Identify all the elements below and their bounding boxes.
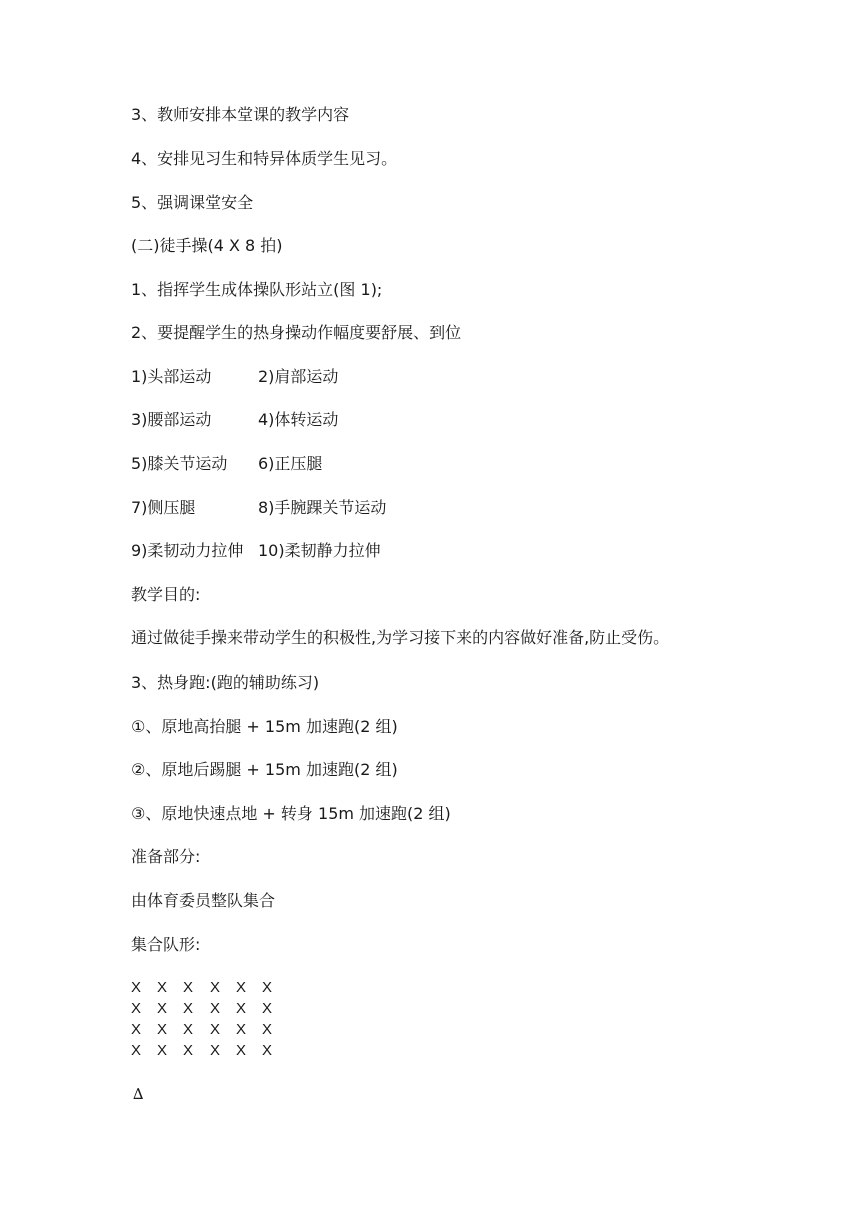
calisthenics-step-1: 1、指挥学生成体操队形站立(图 1); xyxy=(131,280,383,299)
warmup-item-3: ③、原地快速点地 + 转身 15m 加速跑(2 组) xyxy=(131,804,451,823)
student-mark: X xyxy=(157,1021,168,1038)
student-mark: X xyxy=(210,1021,221,1038)
warmup-item-2: ②、原地后踢腿 + 15m 加速跑(2 组) xyxy=(131,760,398,779)
prep-text: 由体育委员整队集合 xyxy=(131,891,276,910)
student-mark: X xyxy=(183,1021,194,1038)
formation-row xyxy=(131,977,291,998)
student-mark: X xyxy=(183,1000,194,1017)
student-mark: X xyxy=(262,1021,273,1038)
student-mark: X xyxy=(183,979,194,996)
section-heading-calisthenics: (二)徒手操(4 X 8 拍) xyxy=(131,236,283,255)
student-mark: X xyxy=(157,1000,168,1017)
student-mark: X xyxy=(131,1042,142,1059)
exercise-item: 10)柔韧静力拉伸 xyxy=(258,541,381,560)
teacher-marker: ∆ xyxy=(133,1085,144,1103)
student-mark: X xyxy=(262,979,273,996)
exercise-item: 4)体转运动 xyxy=(258,410,339,429)
warmup-item-1: ①、原地高抬腿 + 15m 加速跑(2 组) xyxy=(131,717,398,736)
lesson-step-4: 4、安排见习生和特异体质学生见习。 xyxy=(131,149,398,168)
lesson-step-5: 5、强调课堂安全 xyxy=(131,193,254,212)
student-mark: X xyxy=(131,1021,142,1038)
student-mark: X xyxy=(262,1000,273,1017)
warmup-title: 3、热身跑:(跑的辅助练习) xyxy=(131,673,320,692)
prep-label: 准备部分: xyxy=(131,847,201,866)
formation-row xyxy=(131,1019,291,1040)
goal-text: 通过做徒手操来带动学生的积极性,为学习接下来的内容做好准备,防止受伤。 xyxy=(131,628,670,647)
exercise-item: 3)腰部运动 xyxy=(131,410,212,429)
exercise-item: 6)正压腿 xyxy=(258,454,323,473)
student-mark: X xyxy=(210,979,221,996)
calisthenics-step-2: 2、要提醒学生的热身操动作幅度要舒展、到位 xyxy=(131,323,462,342)
student-mark: X xyxy=(236,1042,247,1059)
exercise-item: 2)肩部运动 xyxy=(258,367,339,386)
exercise-item: 9)柔韧动力拉伸 xyxy=(131,541,244,560)
lesson-step-3: 3、教师安排本堂课的教学内容 xyxy=(131,105,350,124)
student-mark: X xyxy=(131,1000,142,1017)
student-mark: X xyxy=(236,1000,247,1017)
exercise-item: 5)膝关节运动 xyxy=(131,454,228,473)
goal-label: 教学目的: xyxy=(131,585,201,604)
formation-row xyxy=(131,1040,291,1061)
formation-row xyxy=(131,998,291,1019)
exercise-item: 7)侧压腿 xyxy=(131,498,196,517)
student-mark: X xyxy=(183,1042,194,1059)
exercise-item: 1)头部运动 xyxy=(131,367,212,386)
student-mark: X xyxy=(236,1021,247,1038)
exercise-item: 8)手腕踝关节运动 xyxy=(258,498,387,517)
student-mark: X xyxy=(236,979,247,996)
student-mark: X xyxy=(210,1000,221,1017)
student-mark: X xyxy=(131,979,142,996)
student-mark: X xyxy=(157,1042,168,1059)
student-mark: X xyxy=(210,1042,221,1059)
student-mark: X xyxy=(262,1042,273,1059)
student-mark: X xyxy=(157,979,168,996)
formation-label: 集合队形: xyxy=(131,935,201,954)
